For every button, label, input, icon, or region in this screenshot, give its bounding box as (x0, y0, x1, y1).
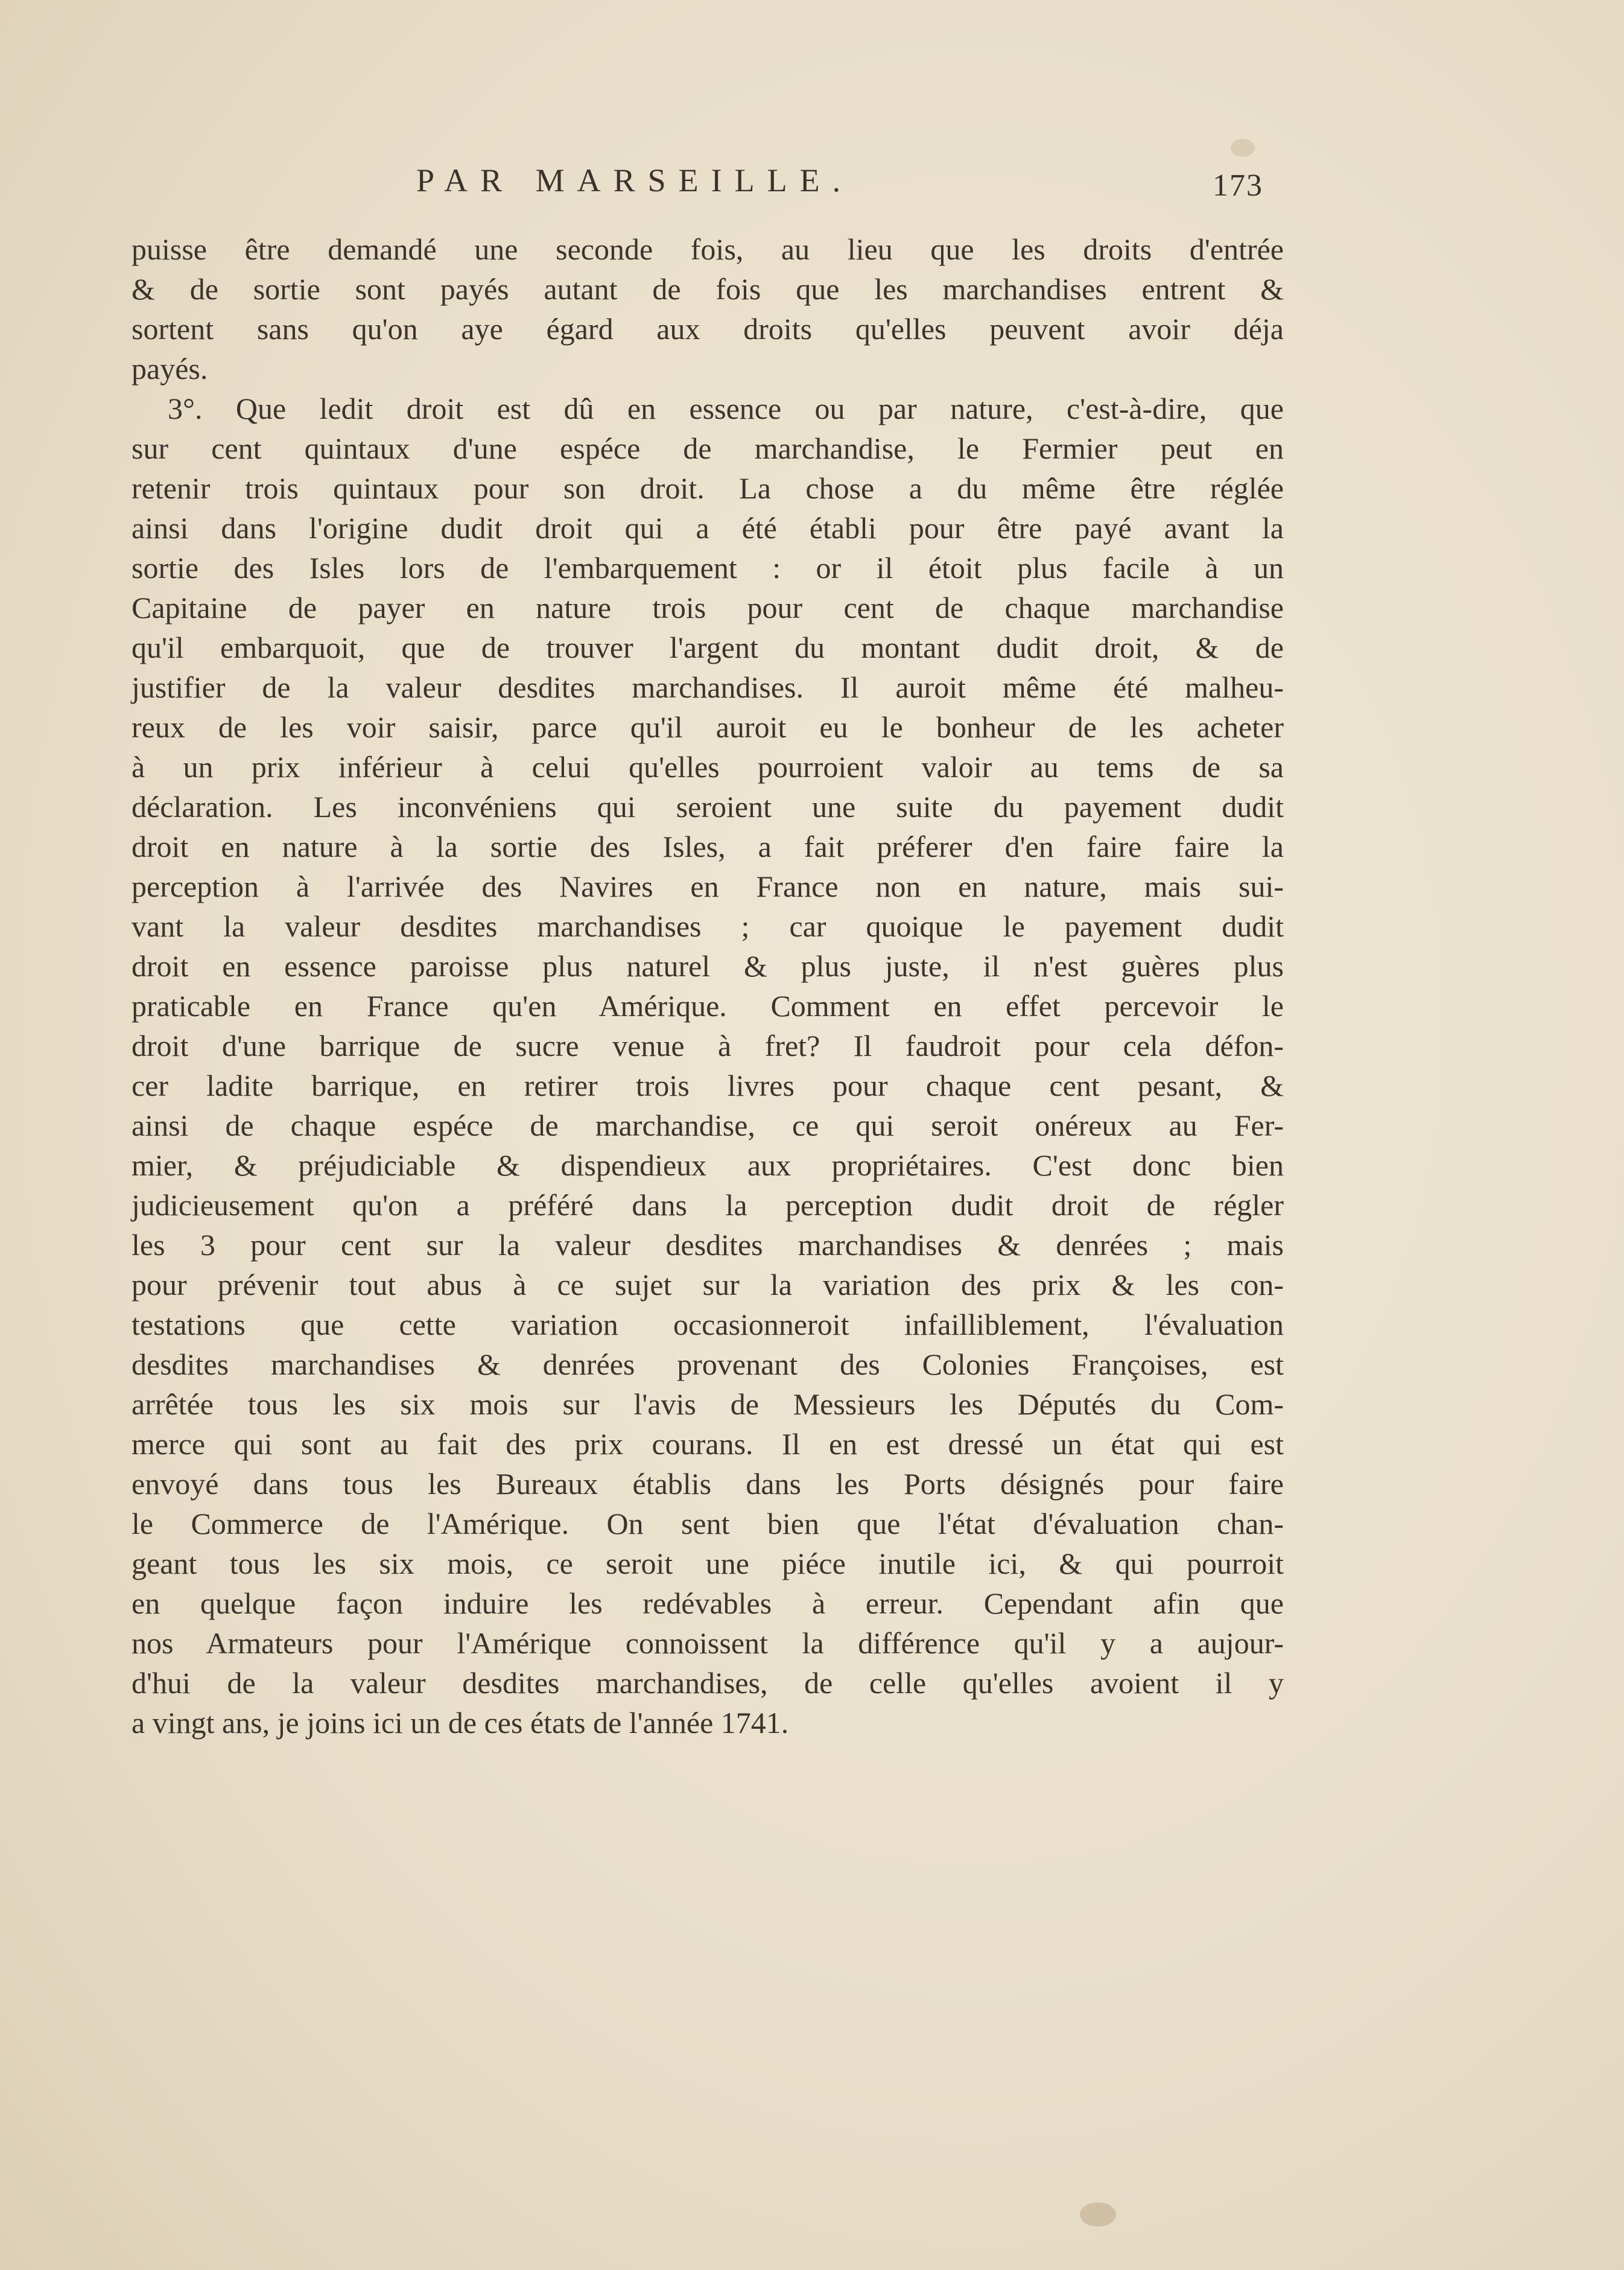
text-line: retenir trois quintaux pour son droit. La chose a du même être réglée (132, 471, 1284, 505)
text-line: en quelque façon induire les redévables à erreur. Cependant afin que (132, 1586, 1284, 1620)
text-line: a vingt ans, je joins ici un de ces états de l'année 1741. (132, 1706, 789, 1740)
text-line: ainsi de chaque espéce de marchandise, ce qui seroit onéreux au Fer- (132, 1108, 1284, 1142)
text-line: le Commerce de l'Amérique. On sent bien que l'état d'évaluation chan- (132, 1507, 1284, 1540)
text-line: vant la valeur desdites marchandises ; car quoique le payement dudit (132, 909, 1284, 943)
text-line: envoyé dans tous les Bureaux établis dans les Ports désignés pour faire (132, 1467, 1284, 1501)
text-line: judicieusement qu'on a préféré dans la perception dudit droit de régler (132, 1188, 1284, 1222)
text-line: déclaration. Les inconvéniens qui seroient une suite du payement dudit (132, 790, 1284, 824)
text-line: 3°. Que ledit droit est dû en essence ou par nature, c'est-à-dire, que (168, 392, 1284, 425)
text-line: puisse être demandé une seconde fois, au lieu que les droits d'entrée (132, 232, 1284, 266)
text-line: sur cent quintaux d'une espéce de marchandise, le Fermier peut en (132, 431, 1284, 465)
text-line: d'hui de la valeur desdites marchandises, de celle qu'elles avoient il y (132, 1666, 1284, 1700)
text-line: sortie des Isles lors de l'embarquement : or il étoit plus facile à un (132, 551, 1284, 585)
text-line: droit en nature à la sortie des Isles, a fait préferer d'en faire faire la (132, 830, 1284, 863)
text-line: sortent sans qu'on aye égard aux droits qu'elles peuvent avoir déja (132, 312, 1284, 346)
text-line: nos Armateurs pour l'Amérique connoissent la différence qu'il y a aujour- (132, 1626, 1284, 1660)
text-line: qu'il embarquoit, que de trouver l'argent du montant dudit droit, & de (132, 631, 1284, 664)
text-line: cer ladite barrique, en retirer trois livres pour chaque cent pesant, & (132, 1069, 1284, 1102)
text-line: reux de les voir saisir, parce qu'il auroit eu le bonheur de les acheter (132, 710, 1284, 744)
text-line: arrêtée tous les six mois sur l'avis de Messieurs les Députés du Com- (132, 1387, 1284, 1421)
text-line: testations que cette variation occasionneroit infailliblement, l'évaluation (132, 1308, 1284, 1341)
text-line: perception à l'arrivée des Navires en France non en nature, mais sui- (132, 870, 1284, 903)
text-line: & de sortie sont payés autant de fois que les marchandises entrent & (132, 272, 1284, 306)
page-number: 173 (1213, 168, 1263, 203)
text-line: droit en essence paroisse plus naturel & plus juste, il n'est guères plus (132, 949, 1284, 983)
text-line: desdites marchandises & denrées provenant des Colonies Françoises, est (132, 1347, 1284, 1381)
paper-stain (1231, 139, 1255, 157)
body-text (132, 229, 1284, 1743)
text-line: mier, & préjudiciable & dispendieux aux propriétaires. C'est donc bien (132, 1148, 1284, 1182)
text-line: payés. (132, 352, 208, 386)
text-line: justifier de la valeur desdites marchandises. Il auroit même été malheu- (132, 670, 1284, 704)
text-line: geant tous les six mois, ce seroit une piéce inutile ici, & qui pourroit (132, 1547, 1284, 1580)
text-line: droit d'une barrique de sucre venue à fret? Il faudroit pour cela défon- (132, 1029, 1284, 1063)
running-head: PAR MARSEILLE. (416, 162, 854, 199)
text-line: merce qui sont au fait des prix courans. Il en est dressé un état qui est (132, 1427, 1284, 1461)
text-line: pour prévenir tout abus à ce sujet sur la variation des prix & les con- (132, 1268, 1284, 1302)
text-line: les 3 pour cent sur la valeur desdites marchandises & denrées ; mais (132, 1228, 1284, 1262)
text-line: à un prix inférieur à celui qu'elles pourroient valoir au tems de sa (132, 750, 1284, 784)
text-line: ainsi dans l'origine dudit droit qui a été établi pour être payé avant la (132, 511, 1284, 545)
text-line: Capitaine de payer en nature trois pour cent de chaque marchandise (132, 591, 1284, 625)
paper-stain (1080, 2202, 1116, 2227)
text-line: praticable en France qu'en Amérique. Comment en effet percevoir le (132, 989, 1284, 1023)
